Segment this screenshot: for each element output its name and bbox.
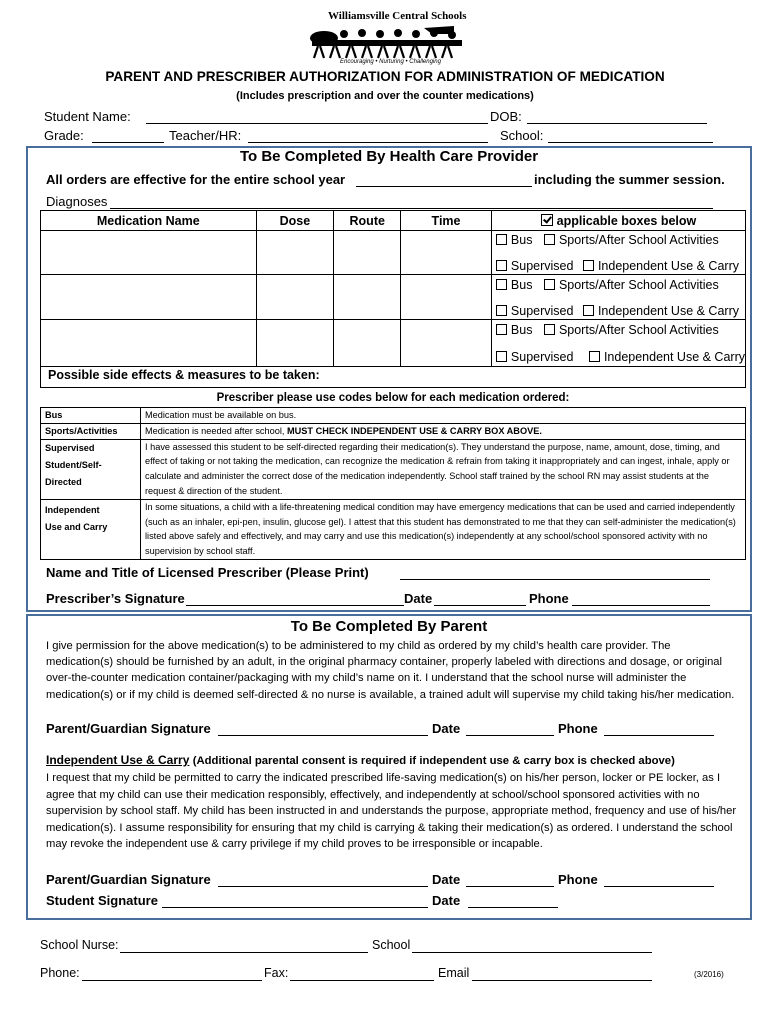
orders-label: All orders are effective for the entire school year xyxy=(46,172,346,187)
student-date-label: Date xyxy=(432,893,461,908)
bus-checkbox[interactable] xyxy=(496,233,533,247)
col-applicable: applicable boxes below xyxy=(556,213,697,228)
sports-checkbox[interactable] xyxy=(544,233,719,247)
prescriber-sig-line[interactable] xyxy=(186,605,404,606)
dose-cell[interactable] xyxy=(256,275,334,320)
iuc-note: (Additional parental consent is required if independent use & carry box is checked above) xyxy=(192,755,675,767)
code-sup-1: Supervised xyxy=(45,442,95,453)
prescriber-date-label: Date xyxy=(404,591,433,606)
orders-suffix: including the summer session. xyxy=(534,172,725,187)
independent-label: Independent Use & Carry xyxy=(597,259,739,273)
code-sup-3: Directed xyxy=(45,476,82,487)
provider-heading: To Be Completed By Health Care Provider xyxy=(239,148,539,165)
supervised-label: Supervised xyxy=(510,350,574,364)
iuc-heading: Independent Use & Carry xyxy=(46,753,190,767)
med-name-cell[interactable] xyxy=(41,231,257,275)
supervised-checkbox[interactable] xyxy=(496,304,574,318)
parent-heading: To Be Completed By Parent xyxy=(290,618,488,635)
medication-row xyxy=(41,275,746,320)
code-row-supervised xyxy=(41,439,746,499)
col-route: Route xyxy=(349,213,385,228)
footer-school-label: School xyxy=(372,938,411,952)
student-name-label: Student Name: xyxy=(44,109,131,124)
teacher-line[interactable] xyxy=(248,142,488,143)
school-logo xyxy=(300,8,470,66)
supervised-checkbox[interactable] xyxy=(496,259,574,273)
code-sports-desc: Medication is needed after school, xyxy=(145,425,285,436)
parent-phone-line[interactable] xyxy=(604,735,714,736)
prescriber-date-line[interactable] xyxy=(434,605,526,606)
iuc-parent-phone-label: Phone xyxy=(558,872,598,887)
iuc-parent-date-label: Date xyxy=(432,872,461,887)
independent-checkbox[interactable] xyxy=(583,259,739,273)
bus-label: Bus xyxy=(510,277,533,292)
medication-row xyxy=(41,231,746,275)
orders-line[interactable] xyxy=(356,186,532,187)
school-line[interactable] xyxy=(548,142,713,143)
nurse-line[interactable] xyxy=(120,952,368,953)
prescriber-name-label: Name and Title of Licensed Prescriber (Please Print) xyxy=(46,565,369,580)
prescriber-sig-label: Prescriber’s Signature xyxy=(46,591,185,606)
grade-line[interactable] xyxy=(92,142,164,143)
parent-permission-text: I give permission for the above medication(s) to be administered to my child as ordered by my child’s health care provider. The medication(s) should be furnished by an adult, in the original pharmacy container, properly labeled with directions and dosage, or original over-the-counter medication container/packaging with my child’s name on it. I understand that the school nurse will administer the medication(s) or if my child is deemed self-directed & no nurse is available, a trained adult will supervise my child taking his/her medication. xyxy=(46,640,735,701)
logo-tagline: Encouraging • Nurturing • Challenging xyxy=(340,59,441,65)
footer-email-line[interactable] xyxy=(472,980,652,981)
bus-checkbox[interactable] xyxy=(496,278,533,292)
independent-checkbox[interactable] xyxy=(589,350,745,364)
col-time: Time xyxy=(431,213,461,228)
school-label: School: xyxy=(500,128,544,143)
dob-line[interactable] xyxy=(527,123,707,124)
medication-table xyxy=(40,210,746,367)
iuc-heading-row xyxy=(46,753,675,767)
independent-checkbox[interactable] xyxy=(583,304,739,318)
logo-figures-icon xyxy=(304,24,464,60)
iuc-parent-sig-label: Parent/Guardian Signature xyxy=(46,872,211,887)
med-name-cell[interactable] xyxy=(41,320,257,367)
footer-school-line[interactable] xyxy=(412,952,652,953)
supervised-label: Supervised xyxy=(510,259,574,273)
prescriber-name-line[interactable] xyxy=(400,579,710,580)
parent-date-line[interactable] xyxy=(466,735,554,736)
code-sup-desc: I have assessed this student to be self-directed regarding their medication(s). They understand the purpose, name, amount, dose, timing, and effect of taking or not taking the medication, can recognize the medication & refrain from taking it inappropriately and can ingest, inhale, apply or calculate and administer the correct dose of the medication independently. School staff trained by the school RN may assist students at the request & direction of the student. xyxy=(145,441,730,496)
checkbox-checked-icon xyxy=(541,214,553,226)
sports-label: Sports/After School Activities xyxy=(558,277,719,292)
time-cell[interactable] xyxy=(401,320,492,367)
code-bus: Bus xyxy=(45,410,63,420)
bus-label: Bus xyxy=(510,323,533,337)
logo-school-name: Williamsville Central Schools xyxy=(328,10,467,22)
page-subtitle: (Includes prescription and over the counter medications) xyxy=(236,90,534,102)
code-row-bus xyxy=(41,408,746,424)
side-effects-label: Possible side effects & measures to be taken: xyxy=(48,368,320,382)
bus-label: Bus xyxy=(510,233,533,247)
supervised-checkbox[interactable] xyxy=(496,350,574,364)
code-sup-2: Student/Self- xyxy=(45,459,102,470)
student-name-line[interactable] xyxy=(146,123,488,124)
supervised-label: Supervised xyxy=(510,303,574,318)
code-row-sports xyxy=(41,423,746,439)
iuc-parent-date-line[interactable] xyxy=(466,886,554,887)
parent-phone-label: Phone xyxy=(558,721,598,736)
dob-label: DOB: xyxy=(490,109,522,124)
code-ind-2: Use and Carry xyxy=(45,521,108,532)
prescriber-phone-label: Phone xyxy=(529,591,569,606)
code-bus-desc: Medication must be available on bus. xyxy=(145,410,297,420)
code-sports-desc-bold: MUST CHECK INDEPENDENT USE & CARRY BOX ABOVE. xyxy=(287,425,542,436)
student-sig-line[interactable] xyxy=(162,907,428,908)
parent-sig-label: Parent/Guardian Signature xyxy=(46,721,211,736)
independent-label: Independent Use & Carry xyxy=(603,350,745,364)
bus-checkbox[interactable] xyxy=(496,323,533,337)
medication-row xyxy=(41,320,746,367)
sports-checkbox[interactable] xyxy=(544,323,719,337)
code-ind-1: Independent xyxy=(45,504,100,515)
sports-label: Sports/After School Activities xyxy=(558,233,719,247)
footer-fax-label: Fax: xyxy=(264,966,289,980)
nurse-label: School Nurse: xyxy=(40,938,119,952)
student-sig-label: Student Signature xyxy=(46,893,158,908)
teacher-label: Teacher/HR: xyxy=(169,128,242,143)
route-cell[interactable] xyxy=(334,275,401,320)
prescriber-phone-line[interactable] xyxy=(572,605,710,606)
diagnoses-line[interactable] xyxy=(110,208,713,209)
footer-phone-line[interactable] xyxy=(82,980,262,981)
dose-cell[interactable] xyxy=(256,320,334,367)
revision-date: (3/2016) xyxy=(694,970,724,979)
iuc-text: I request that my child be permitted to carry the indicated prescribed life-saving medication(s) on his/her person, locker or PE locker, as I agree that my child can use their medication responsibly, effectively, and independently at school/school sponsored activities with no supervision by school staff. My child has been instructed in and understands the purpose, appropriate method, frequency and use of his/her medication(s). I assume responsibility for ensuring that my child is carrying & taking their medication(s) as ordered. I understand the school may revoke the independent use & carry privilege if my child proves to be irresponsible or incapable. xyxy=(46,772,737,850)
parent-sig-line[interactable] xyxy=(218,735,428,736)
route-cell[interactable] xyxy=(334,320,401,367)
student-date-line[interactable] xyxy=(468,907,558,908)
codes-heading: Prescriber please use codes below for each medication ordered: xyxy=(216,392,570,404)
med-name-cell[interactable] xyxy=(41,275,257,320)
dose-cell[interactable] xyxy=(256,231,334,275)
col-medication-name: Medication Name xyxy=(96,213,200,228)
iuc-parent-sig-line[interactable] xyxy=(218,886,428,887)
code-ind-desc: In some situations, a child with a life-threatening medical condition may have emergency medications that can be used and carried independently (such as an inhaler, epi-pen, insulin, glucose gel). I attest that this student has demonstrated to me that they can self-administer the medication(s) listed above safely and effectively, and may carry and use this medication(s) independently at any school/school sponsored activity with no supervision by school staff. xyxy=(145,501,736,557)
time-cell[interactable] xyxy=(401,275,492,320)
parent-date-label: Date xyxy=(432,721,461,736)
grade-label: Grade: xyxy=(44,128,84,143)
footer-email-label: Email xyxy=(438,966,470,980)
footer-fax-line[interactable] xyxy=(290,980,434,981)
codes-table xyxy=(40,407,746,560)
route-cell[interactable] xyxy=(334,231,401,275)
diagnoses-label: Diagnoses xyxy=(46,194,108,209)
code-sports: Sports/Activities xyxy=(45,425,118,436)
page-title: PARENT AND PRESCRIBER AUTHORIZATION FOR ADMINISTRATION OF MEDICATION xyxy=(105,69,665,84)
col-dose: Dose xyxy=(279,213,311,228)
iuc-parent-phone-line[interactable] xyxy=(604,886,714,887)
sports-label: Sports/After School Activities xyxy=(558,323,719,337)
time-cell[interactable] xyxy=(401,231,492,275)
footer-phone-label: Phone: xyxy=(40,966,80,980)
code-row-independent xyxy=(41,499,746,559)
independent-label: Independent Use & Carry xyxy=(597,303,739,318)
sports-checkbox[interactable] xyxy=(544,278,719,292)
